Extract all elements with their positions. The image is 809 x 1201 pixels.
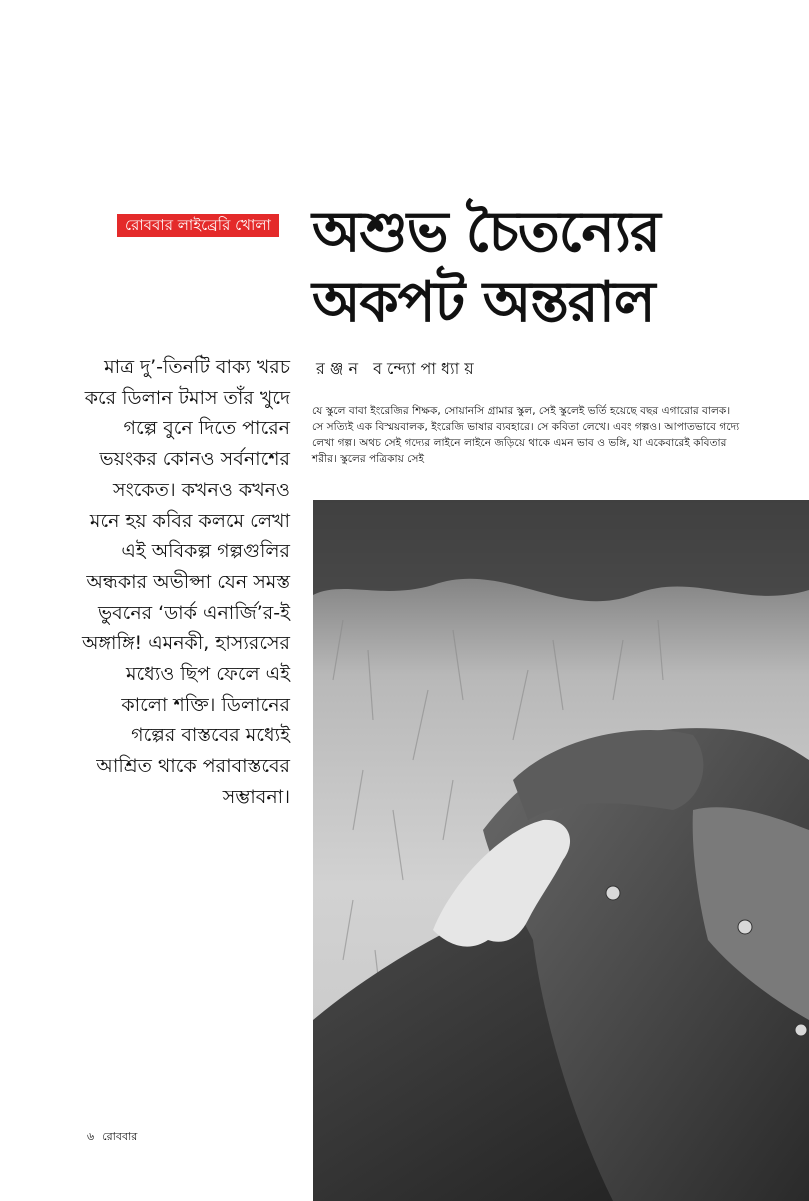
page-number: ৬ — [87, 1130, 95, 1143]
pullquote: মাত্র দু’-তিনটি বাক্য খরচ করে ডিলান টমাস তাঁর খুদে গল্পে বুনে দিতে পারেন ভয়ংকর কোনও সর্বনাশের সংকেত। কখনও কখনও মনে হয় কবির কলমে লেখা এই অবিকল্প গল্পগুলির অন্ধকার অভীপ্সা যেন সমস্ত ভুবনের ‘ডার্ক এনার্জি’র-ই অঙ্গাঙ্গি! এমনকী, হাস্যরসের মধ্যেও ছিপ ফেলে এই কালো শক্তি। ডিলানের গল্পের বাস্তবের মধ্যেই আশ্রিত থাকে পরাবাস্তবের সম্ভাবনা। — [81, 356, 290, 808]
photo-person-lying-on-grass — [313, 500, 809, 1201]
headline-line-1: অশুভ চৈতন্যের — [312, 200, 660, 265]
byline: রঞ্জন বন্দ্যোপাধ্যায় — [316, 359, 479, 378]
headline — [312, 198, 802, 338]
section-tag: রোববার লাইব্রেরি খোলা — [117, 214, 279, 237]
headline-line-2: অকপট অন্তরাল — [312, 270, 655, 335]
intro-paragraph: যে স্কুলে বাবা ইংরেজির শিক্ষক, সোয়ানসি গ্রামার স্কুল, সেই স্কুলেই ভর্তি হয়েছে বছর এগারোর বালক। সে সত্যিই এক বিস্ময়বালক, ইংরেজি ভাষার ব্যবহারে। সে কবিতা লেখে। এবং গল্পও। আপাতভাবে গদ্যে লেখা গল্প। অথচ সেই গদ্যের লাইনে লাইনে জড়িয়ে থাকে এমন ভাব ও ভঙ্গি, যা একেবারেই কবিতার শরীর। স্কুলের পত্রিকায় সেই — [312, 405, 740, 465]
magazine-name: রোববার — [102, 1130, 138, 1143]
photo-illustration — [313, 500, 809, 1201]
page-folio — [87, 1128, 145, 1147]
